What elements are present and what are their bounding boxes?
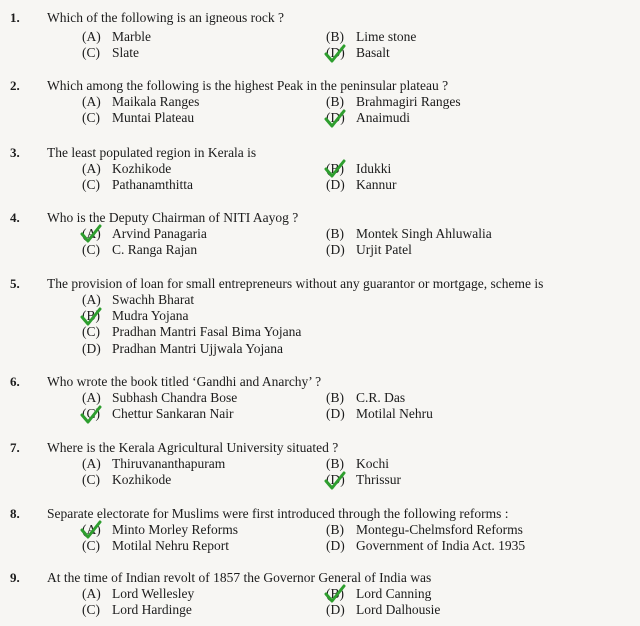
option-text: Pathanamthitta (112, 177, 193, 192)
question-text: The least populated region in Kerala is (47, 145, 257, 160)
question-text: Which among the following is the highest Peak in the peninsular plateau ? (47, 78, 449, 93)
option-text: Minto Morley Reforms (112, 522, 238, 537)
question-text: Which of the following is an igneous rock ? (47, 10, 284, 25)
question-number: 7. (10, 440, 20, 455)
option-b (326, 29, 416, 45)
option-text: Motilal Nehru Report (112, 538, 229, 553)
option-d (82, 341, 283, 357)
option-label: (B) (326, 522, 344, 537)
option-label: (B) (326, 29, 344, 44)
option-label: (B) (326, 390, 344, 405)
option-label: (A) (82, 226, 101, 241)
green-checkmark-icon (80, 224, 102, 244)
option-c (82, 45, 139, 61)
option-text: Urjit Patel (356, 242, 412, 257)
option-text: Idukki (356, 161, 392, 176)
question-number: 1. (10, 10, 20, 25)
option-text: Basalt (356, 45, 390, 60)
option-label: (D) (326, 110, 345, 125)
green-checkmark-icon (324, 584, 346, 604)
option-text: Lord Wellesley (112, 586, 195, 601)
option-b (326, 226, 492, 242)
option-text: Mudra Yojana (112, 308, 189, 323)
option-label: (B) (82, 308, 100, 323)
option-d (326, 177, 397, 193)
option-label: (C) (82, 45, 100, 60)
option-d (326, 538, 525, 554)
green-checkmark-icon (80, 520, 102, 540)
option-text: Lime stone (356, 29, 417, 44)
option-label: (A) (82, 161, 101, 176)
option-text: Lord Canning (356, 586, 432, 601)
question-number: 9. (10, 570, 20, 585)
question-number: 2. (10, 78, 20, 93)
green-checkmark-icon (324, 471, 346, 491)
option-d (326, 602, 440, 618)
option-a (82, 94, 199, 110)
option-a (82, 456, 225, 472)
option-label: (D) (326, 177, 345, 192)
option-c (82, 472, 171, 488)
option-label: (D) (326, 242, 345, 257)
option-label: (C) (82, 177, 100, 192)
option-text: Kozhikode (112, 472, 172, 487)
option-text: Motilal Nehru (356, 406, 433, 421)
option-label: (C) (82, 602, 100, 617)
option-text: Chettur Sankaran Nair (112, 406, 234, 421)
option-text: Thiruvananthapuram (112, 456, 226, 471)
option-text: Muntai Plateau (112, 110, 195, 125)
option-label: (C) (82, 406, 100, 421)
question-text: At the time of Indian revolt of 1857 the Governor General of India was (47, 570, 432, 585)
option-text: Kozhikode (112, 161, 172, 176)
option-text: Pradhan Mantri Fasal Bima Yojana (112, 324, 302, 339)
option-text: C.R. Das (356, 390, 406, 405)
question-number: 6. (10, 374, 20, 389)
option-label: (B) (326, 586, 344, 601)
option-a (82, 390, 237, 406)
option-a (82, 29, 151, 45)
question-number: 4. (10, 210, 20, 225)
green-checkmark-icon (324, 109, 346, 129)
green-checkmark-icon (80, 307, 102, 327)
option-a (82, 161, 171, 177)
option-label: (B) (326, 226, 344, 241)
option-text: Brahmagiri Ranges (356, 94, 461, 109)
option-a (82, 522, 238, 538)
option-label: (C) (82, 538, 100, 553)
option-label: (B) (326, 456, 344, 471)
option-text: Maikala Ranges (112, 94, 200, 109)
option-label: (D) (326, 538, 345, 553)
question-text: Who is the Deputy Chairman of NITI Aayog ? (47, 210, 299, 225)
option-b (326, 94, 461, 110)
option-c (82, 406, 233, 422)
option-label: (A) (82, 94, 101, 109)
option-label: (A) (82, 456, 101, 471)
option-text: Marble (112, 29, 151, 44)
option-label: (C) (82, 472, 100, 487)
option-label: (A) (82, 29, 101, 44)
option-label: (D) (82, 341, 101, 356)
option-c (82, 538, 229, 554)
option-d (326, 406, 433, 422)
option-label: (A) (82, 586, 101, 601)
option-b (326, 522, 523, 538)
option-label: (D) (326, 406, 345, 421)
option-label: (B) (326, 94, 344, 109)
option-text: Kannur (356, 177, 397, 192)
green-checkmark-icon (324, 159, 346, 179)
option-text: Thrissur (356, 472, 401, 487)
option-text: C. Ranga Rajan (112, 242, 198, 257)
option-label: (C) (82, 242, 100, 257)
option-c (82, 110, 194, 126)
option-text: Lord Hardinge (112, 602, 192, 617)
option-c (82, 602, 192, 618)
option-text: Government of India Act. 1935 (356, 538, 526, 553)
option-label: (C) (82, 110, 100, 125)
option-text: Anaimudi (356, 110, 410, 125)
option-label: (A) (82, 522, 101, 537)
option-label: (A) (82, 390, 101, 405)
question-text: Where is the Kerala Agricultural University situated ? (47, 440, 339, 455)
option-label: (D) (326, 45, 345, 60)
question-number: 3. (10, 145, 20, 160)
option-text: Swachh Bharat (112, 292, 195, 307)
option-b (326, 390, 405, 406)
option-text: Montegu-Chelmsford Reforms (356, 522, 523, 537)
option-c (82, 177, 193, 193)
question-text: Who wrote the book titled ‘Gandhi and Anarchy’ ? (47, 374, 322, 389)
option-label: (C) (82, 324, 100, 339)
question-text: The provision of loan for small entrepreneurs without any guarantor or mortgage, scheme is (47, 276, 544, 291)
question-number: 5. (10, 276, 20, 291)
option-a (82, 586, 194, 602)
option-d (326, 242, 412, 258)
green-checkmark-icon (80, 405, 102, 425)
option-text: Kochi (356, 456, 389, 471)
question-number: 8. (10, 506, 20, 521)
option-label: (B) (326, 161, 344, 176)
option-b (326, 456, 389, 472)
option-label: (D) (326, 602, 345, 617)
option-text: Pradhan Mantri Ujjwala Yojana (112, 341, 283, 356)
question-text: Separate electorate for Muslims were first introduced through the following reforms : (47, 506, 509, 521)
option-a (82, 292, 194, 308)
option-c (82, 242, 197, 258)
option-label: (A) (82, 292, 101, 307)
option-c (82, 324, 301, 340)
option-text: Montek Singh Ahluwalia (356, 226, 492, 241)
option-text: Subhash Chandra Bose (112, 390, 238, 405)
option-text: Slate (112, 45, 139, 60)
option-text: Arvind Panagaria (112, 226, 207, 241)
option-text: Lord Dalhousie (356, 602, 441, 617)
green-checkmark-icon (324, 44, 346, 64)
option-label: (D) (326, 472, 345, 487)
